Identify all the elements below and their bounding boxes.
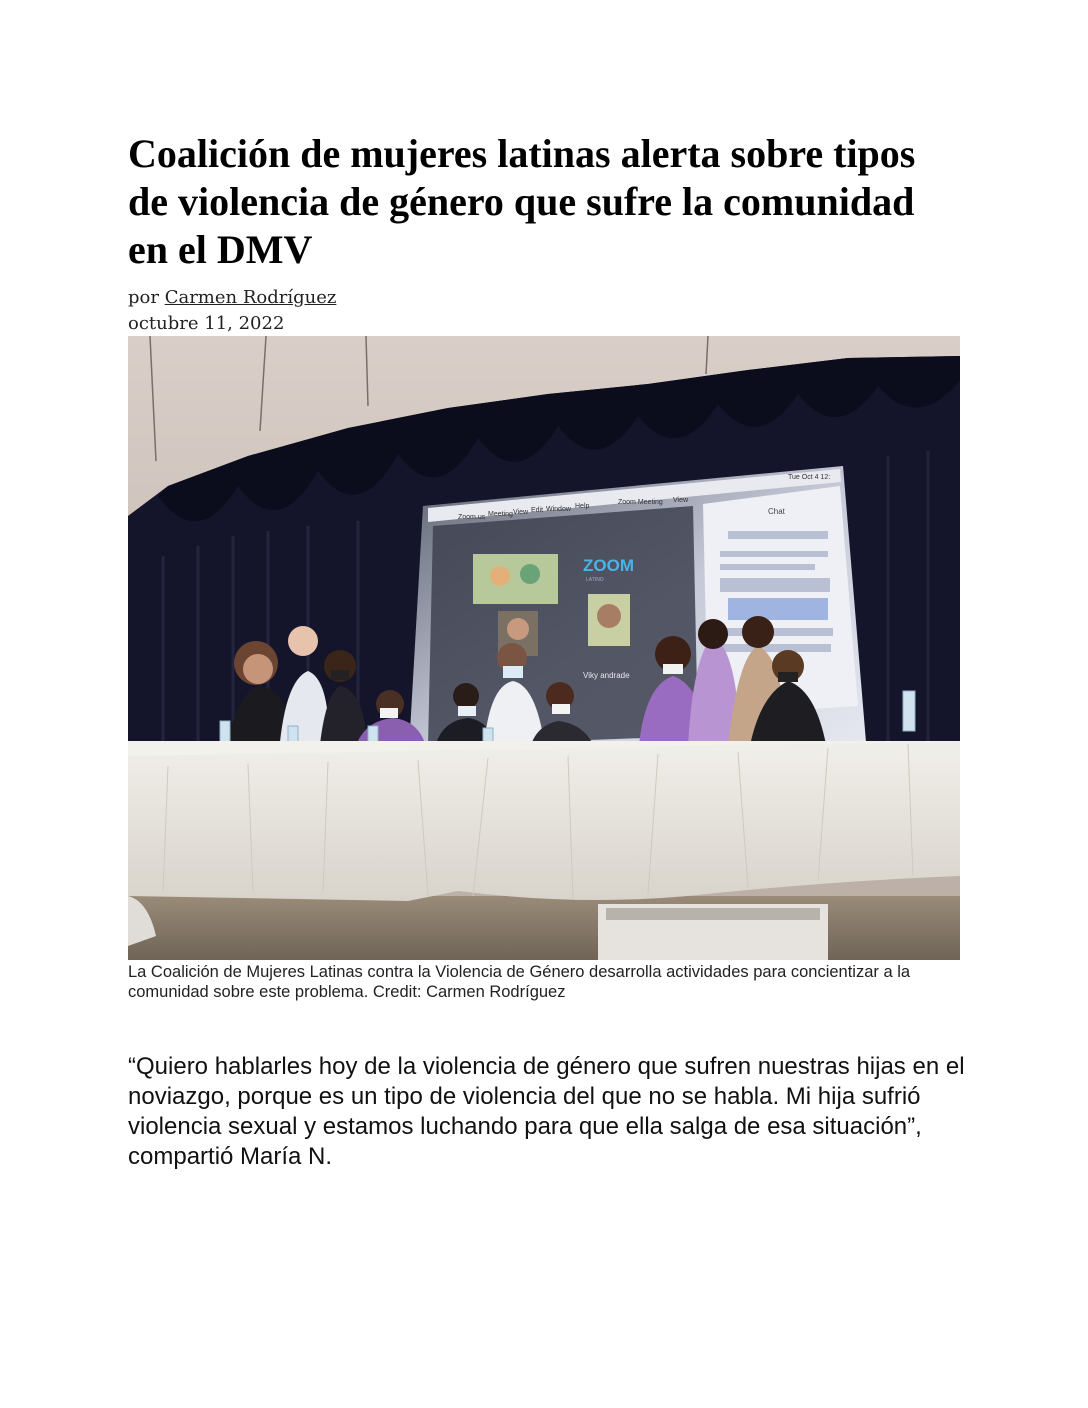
menu-item-view: View	[513, 509, 529, 516]
menu-item-zoom: Zoom.us	[458, 514, 486, 521]
screen-clock: Tue Oct 4 12:	[788, 474, 831, 481]
video-tile-slide	[473, 554, 558, 604]
menu-item-help: Help	[575, 503, 590, 510]
menu-item-meeting: Meeting	[488, 511, 513, 518]
participant-name-label: Viky andrade	[583, 671, 630, 680]
zoom-logo-sub: LATINO	[586, 577, 604, 583]
menu-item-window: Window	[546, 506, 571, 513]
byline	[128, 286, 336, 310]
stage-floor	[128, 896, 960, 960]
event-photo-illustration	[128, 336, 960, 960]
zoom-view-label: View	[673, 497, 689, 504]
zoom-window-title: Zoom Meeting	[618, 499, 663, 506]
chat-title: Chat	[768, 507, 785, 516]
publish-date: octubre 11, 2022	[128, 313, 285, 334]
article-photo	[128, 336, 960, 960]
zoom-logo-text: ZOOM	[583, 556, 634, 575]
byline-prefix: por	[128, 287, 159, 308]
slide-illustration	[490, 566, 510, 586]
article-title: Coalición de mujeres latinas alerta sobre tipos de violencia de género que sufre la comunidad en el DMV	[128, 131, 916, 272]
article-paragraph: “Quiero hablarles hoy de la violencia de género que sufren nuestras hijas en el noviazgo, porque es un tipo de violencia del que no se habla. Mi hija sufrió violencia sexual y estamos luchando para que ella salga de esa situación”, compartió María N.	[128, 1053, 965, 1170]
photo-caption: La Coalición de Mujeres Latinas contra la Violencia de Género desarrolla actividades para concientizar a la comunidad sobre este problema. Credit: Carmen Rodríguez	[128, 963, 911, 1001]
author-link[interactable]: Carmen Rodríguez	[164, 287, 337, 308]
menu-item-edit: Edit	[531, 507, 544, 514]
